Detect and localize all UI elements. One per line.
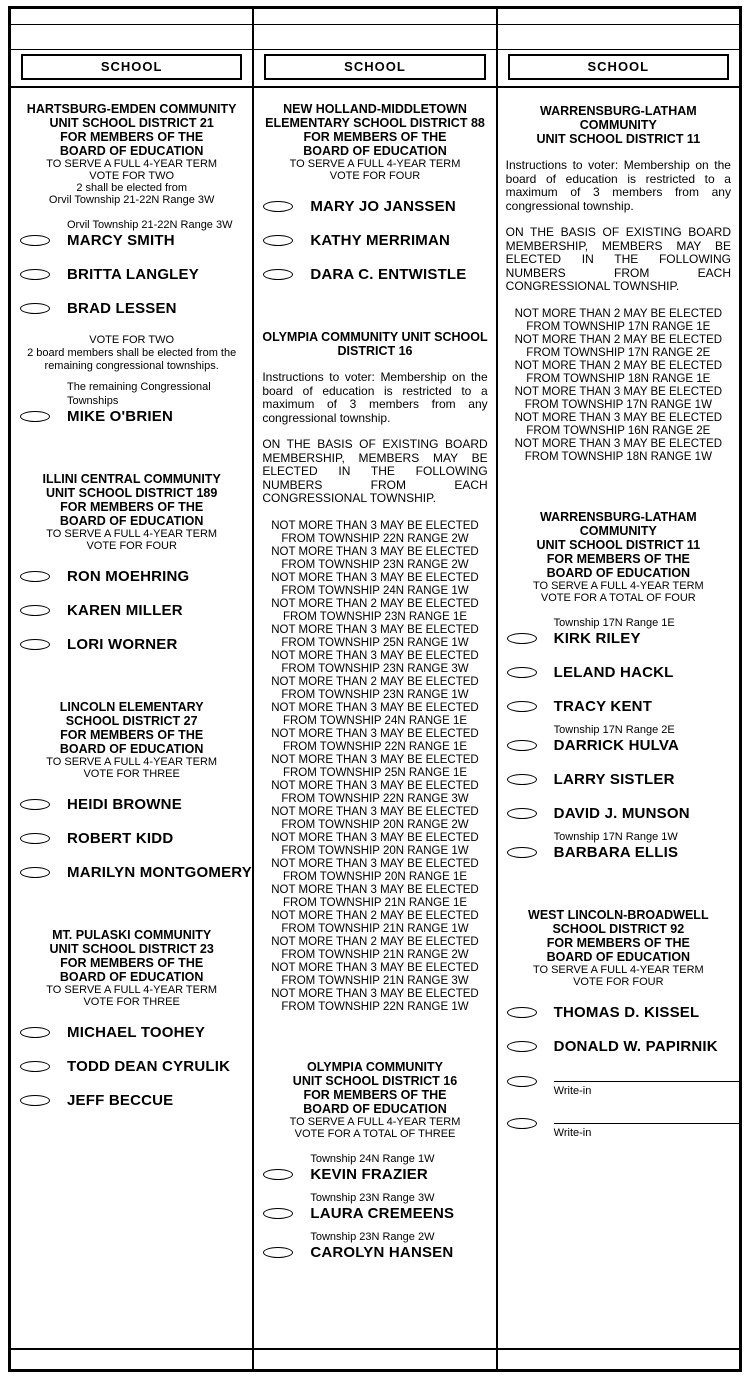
contest-title-line: ELEMENTARY SCHOOL DISTRICT 88 — [265, 116, 485, 130]
vote-oval[interactable] — [20, 867, 50, 878]
limit-township-line: FROM TOWNSHIP 24N RANGE 1W — [281, 584, 469, 597]
limit-township-line: FROM TOWNSHIP 20N RANGE 1W — [281, 844, 469, 857]
vote-oval[interactable] — [507, 1041, 537, 1052]
candidate-row — [498, 1004, 739, 1022]
candidate-name: BRITTA LANGLEY — [67, 266, 199, 283]
candidate-name: DONALD W. PAPIRNIK — [553, 1037, 718, 1055]
contest-header — [11, 928, 252, 1008]
limit-count-line: NOT MORE THAN 2 MAY BE ELECTED — [271, 909, 479, 922]
top-row-2-cell-2 — [252, 25, 495, 49]
candidate-township-label: The remaining Congressional Townships — [67, 381, 211, 407]
contest-title-line: SCHOOL DISTRICT 27 — [65, 714, 198, 728]
candidate-text — [67, 1024, 205, 1042]
contest-rule-line: VOTE FOR FOUR — [573, 975, 664, 988]
vote-oval[interactable] — [20, 235, 50, 246]
candidate-name: TRACY KENT — [553, 697, 653, 715]
school-section-title-2: SCHOOL — [264, 54, 485, 80]
limit-count-line: NOT MORE THAN 2 MAY BE ELECTED — [514, 307, 723, 320]
candidate-text — [554, 723, 679, 755]
contest-header — [254, 102, 495, 182]
limit-count-line: NOT MORE THAN 3 MAY BE ELECTED — [271, 649, 479, 662]
contest-rule-line: VOTE FOR FOUR — [329, 170, 421, 182]
candidate-text — [67, 864, 252, 882]
candidate-township-label: Township 17N Range 1E — [553, 616, 675, 629]
contest-title-line: BOARD OF EDUCATION — [59, 970, 204, 984]
contest-rule-line: TO SERVE A FULL 4-YEAR TERM — [46, 158, 218, 170]
instructions-title-line: OLYMPIA COMMUNITY UNIT SCHOOL — [262, 330, 488, 344]
vote-note-line: VOTE FOR TWO — [89, 334, 175, 346]
contest-title-line: MT. PULASKI COMMUNITY — [52, 928, 212, 942]
instructions-title-line: UNIT SCHOOL DISTRICT 11 — [536, 132, 701, 146]
top-row-2-cell-3 — [496, 25, 739, 49]
contest-rule-line: 2 shall be elected from — [76, 182, 187, 194]
limit-township-line: FROM TOWNSHIP 17N RANGE 1E — [526, 320, 711, 333]
top-row-1-cell-3 — [496, 9, 739, 24]
vote-oval[interactable] — [263, 201, 293, 212]
contest-title-line: FOR MEMBERS OF THE — [546, 935, 690, 950]
candidate-text — [554, 664, 674, 682]
limit-township-line: FROM TOWNSHIP 23N RANGE 3W — [281, 662, 469, 675]
candidate-row — [254, 232, 495, 250]
candidate-name: LARRY SISTLER — [553, 770, 675, 788]
contest-title-line: BOARD OF EDUCATION — [59, 742, 204, 756]
write-in-line[interactable] — [554, 1111, 739, 1124]
footer-cell-2 — [252, 1350, 495, 1369]
contest-rule-line: VOTE FOR TWO — [89, 170, 175, 182]
limit-count-line: NOT MORE THAN 3 MAY BE ELECTED — [271, 701, 479, 714]
vote-oval[interactable] — [20, 799, 50, 810]
top-row-2-cell-1 — [11, 25, 252, 49]
candidate-row — [254, 1152, 495, 1184]
vote-oval[interactable] — [507, 701, 537, 712]
school-section-title-3: SCHOOL — [508, 54, 729, 80]
limit-township-line: FROM TOWNSHIP 22N RANGE 3W — [281, 792, 469, 805]
instructions-block — [254, 330, 495, 506]
vote-oval[interactable] — [507, 808, 537, 819]
school-section-title-1: SCHOOL — [21, 54, 242, 80]
candidate-text — [554, 771, 675, 789]
contest-rule-line: TO SERVE A FULL 4-YEAR TERM — [46, 984, 218, 996]
candidate-name: TODD DEAN CYRULIK — [67, 1058, 231, 1075]
contest-title-line: UNIT SCHOOL DISTRICT 21 — [49, 116, 214, 130]
contest-title-line: BOARD OF EDUCATION — [303, 1101, 447, 1116]
vote-oval[interactable] — [507, 633, 537, 644]
vote-oval[interactable] — [507, 847, 537, 858]
limit-count-line: NOT MORE THAN 3 MAY BE ELECTED — [514, 437, 723, 450]
limit-township-line: FROM TOWNSHIP 21N RANGE 1E — [282, 896, 468, 909]
candidate-row — [498, 723, 739, 755]
vote-oval[interactable] — [20, 303, 50, 314]
instructions-paragraph: ON THE BASIS OF EXISTING BOARD MEMBERSHIP, MEMBERS MAY BE ELECTED IN THE FOLLOWING NUMBERS FROM EACH CONGRESSIONAL TOWNSHIP. — [262, 437, 488, 505]
candidate-row — [11, 1024, 252, 1042]
limit-count-line: NOT MORE THAN 3 MAY BE ELECTED — [514, 385, 723, 398]
vote-oval[interactable] — [507, 740, 537, 751]
candidate-row — [498, 805, 739, 823]
limit-count-line: NOT MORE THAN 2 MAY BE ELECTED — [271, 675, 479, 688]
candidate-name: LAURA CREMEENS — [310, 1204, 455, 1222]
candidate-row — [498, 698, 739, 716]
candidate-text — [67, 796, 182, 814]
candidate-text — [554, 805, 690, 823]
candidate-name: DARA C. ENTWISTLE — [310, 266, 467, 283]
candidate-row — [11, 266, 252, 284]
candidate-name: LORI WORNER — [67, 636, 178, 653]
candidate-text — [310, 266, 466, 284]
limit-count-line: NOT MORE THAN 3 MAY BE ELECTED — [271, 545, 479, 558]
candidate-text — [554, 1004, 700, 1022]
contest-rule-line: VOTE FOR A TOTAL OF FOUR — [540, 591, 696, 604]
candidate-township-label: Orvil Township 21-22N Range 3W — [67, 219, 233, 231]
candidate-row — [11, 568, 252, 586]
contest-title-line: FOR MEMBERS OF THE — [60, 956, 204, 970]
vote-oval[interactable] — [507, 1076, 537, 1087]
vote-oval[interactable] — [263, 1247, 293, 1258]
limit-township-line: FROM TOWNSHIP 17N RANGE 1W — [524, 398, 712, 411]
candidate-text — [67, 602, 183, 620]
limit-count-line: NOT MORE THAN 3 MAY BE ELECTED — [271, 727, 479, 740]
candidate-text — [310, 1191, 454, 1223]
limit-township-line: FROM TOWNSHIP 23N RANGE 1E — [282, 610, 468, 623]
candidate-row — [11, 218, 252, 250]
candidate-name: HEIDI BROWNE — [67, 796, 182, 813]
ballot-top-row-1 — [11, 9, 739, 25]
candidate-row — [254, 266, 495, 284]
contest-header — [11, 102, 252, 206]
contest-title-line: BOARD OF EDUCATION — [59, 514, 204, 528]
vote-oval[interactable] — [20, 1061, 50, 1072]
contest-rule-line: TO SERVE A FULL 4-YEAR TERM — [46, 756, 218, 768]
vote-oval[interactable] — [507, 1007, 537, 1018]
vote-oval[interactable] — [20, 269, 50, 280]
limit-township-line: FROM TOWNSHIP 18N RANGE 1W — [524, 450, 712, 463]
candidate-text — [67, 568, 189, 586]
limit-count-line: NOT MORE THAN 2 MAY BE ELECTED — [271, 597, 479, 610]
candidate-text — [67, 1092, 173, 1110]
candidate-name: DARRICK HULVA — [553, 736, 680, 754]
footer-cell-1 — [11, 1350, 252, 1369]
candidate-name: MICHAEL TOOHEY — [67, 1024, 206, 1041]
candidate-text — [310, 232, 450, 250]
candidate-township-label: Township 23N Range 3W — [310, 1191, 435, 1204]
election-limits-list — [254, 520, 495, 1014]
vote-oval[interactable] — [20, 571, 50, 582]
vote-oval[interactable] — [20, 605, 50, 616]
limit-township-line: FROM TOWNSHIP 25N RANGE 1W — [281, 636, 469, 649]
contest-header — [11, 700, 252, 780]
limit-count-line: NOT MORE THAN 3 MAY BE ELECTED — [271, 753, 479, 766]
contest-header — [11, 472, 252, 552]
candidate-name: KEVIN FRAZIER — [310, 1165, 428, 1183]
contest-title-line: FOR MEMBERS OF THE — [303, 130, 447, 144]
contest-title-line: UNIT SCHOOL DISTRICT 16 — [292, 1073, 458, 1088]
instructions-title-line: WARRENSBURG-LATHAM COMMUNITY — [539, 104, 697, 132]
limit-count-line: NOT MORE THAN 3 MAY BE ELECTED — [271, 779, 479, 792]
ballot-column-3 — [496, 88, 739, 1348]
vote-oval[interactable] — [20, 833, 50, 844]
school-header-cell-1 — [11, 50, 252, 86]
top-row-1-cell-1 — [11, 9, 252, 24]
ballot-column-2 — [252, 88, 495, 1348]
contest-rule-line: VOTE FOR THREE — [83, 996, 180, 1008]
contest-title-line: FOR MEMBERS OF THE — [546, 551, 690, 566]
vote-oval[interactable] — [263, 269, 293, 280]
candidate-row — [254, 1230, 495, 1262]
candidate-name: KAREN MILLER — [67, 602, 183, 619]
contest-title-line: UNIT SCHOOL DISTRICT 23 — [49, 942, 214, 956]
school-header-cell-2 — [252, 50, 495, 86]
candidate-row — [498, 1038, 739, 1056]
candidate-name: THOMAS D. KISSEL — [553, 1003, 700, 1021]
limit-count-line: NOT MORE THAN 3 MAY BE ELECTED — [271, 571, 479, 584]
candidate-name: MIKE O'BRIEN — [67, 408, 173, 425]
contest-rule-line: TO SERVE A FULL 4-YEAR TERM — [532, 579, 704, 592]
contest-rule-line: TO SERVE A FULL 4-YEAR TERM — [532, 963, 704, 976]
instructions-paragraph: Instructions to voter: Membership on the board of education is restricted to a maximum of 3 members from any congressional township. — [262, 370, 488, 425]
contest-rule-line: VOTE FOR FOUR — [86, 540, 177, 552]
vote-oval[interactable] — [20, 1095, 50, 1106]
limit-count-line: NOT MORE THAN 3 MAY BE ELECTED — [271, 961, 479, 974]
limit-township-line: FROM TOWNSHIP 20N RANGE 1E — [282, 870, 468, 883]
candidate-township-label: Township 23N Range 2W — [310, 1230, 435, 1243]
write-in-line[interactable] — [554, 1069, 739, 1082]
limit-township-line: FROM TOWNSHIP 20N RANGE 2W — [281, 818, 469, 831]
candidate-text — [554, 1038, 718, 1056]
vote-oval[interactable] — [507, 774, 537, 785]
candidate-row — [498, 664, 739, 682]
candidate-name: BARBARA ELLIS — [553, 843, 679, 861]
candidate-row — [498, 771, 739, 789]
candidate-text — [554, 616, 675, 648]
limit-township-line: FROM TOWNSHIP 17N RANGE 2E — [526, 346, 711, 359]
candidate-row — [11, 300, 252, 318]
candidate-name: JEFF BECCUE — [67, 1092, 174, 1109]
contest-rule-line: VOTE FOR THREE — [83, 768, 180, 780]
write-in-body — [554, 1111, 739, 1140]
election-limits-list — [498, 308, 739, 464]
candidate-township-label: Township 17N Range 1W — [553, 830, 678, 843]
contest-rule-line: Orvil Township 21-22N Range 3W — [48, 194, 215, 206]
limit-count-line: NOT MORE THAN 3 MAY BE ELECTED — [271, 857, 479, 870]
limit-township-line: FROM TOWNSHIP 21N RANGE 3W — [281, 974, 469, 987]
write-in-body — [554, 1069, 739, 1098]
contest-title-line: WEST LINCOLN-BROADWELL — [528, 907, 709, 922]
instructions-block — [498, 104, 739, 294]
limit-count-line: NOT MORE THAN 3 MAY BE ELECTED — [271, 987, 479, 1000]
contest-title-line: HARTSBURG-EMDEN COMMUNITY — [26, 102, 237, 116]
candidate-name: BRAD LESSEN — [67, 300, 177, 317]
candidate-name: KATHY MERRIMAN — [310, 232, 451, 249]
contest-rule-line: TO SERVE A FULL 4-YEAR TERM — [289, 1115, 461, 1128]
contest-title-line: UNIT SCHOOL DISTRICT 11 — [536, 537, 701, 552]
limit-count-line: NOT MORE THAN 2 MAY BE ELECTED — [514, 359, 723, 372]
candidate-text — [67, 266, 199, 284]
candidate-name: MARY JO JANSSEN — [310, 198, 456, 215]
instructions-title-line: DISTRICT 16 — [337, 344, 413, 358]
contest-title-line: WARRENSBURG-LATHAM COMMUNITY — [539, 509, 697, 538]
limit-township-line: FROM TOWNSHIP 22N RANGE 2W — [281, 532, 469, 545]
candidate-name: DAVID J. MUNSON — [553, 804, 690, 822]
candidate-name: ROBERT KIDD — [67, 830, 174, 847]
candidate-row — [11, 602, 252, 620]
ballot-body — [11, 88, 739, 1348]
candidate-text — [67, 380, 252, 426]
candidate-text — [310, 198, 456, 216]
contest-title-line: FOR MEMBERS OF THE — [60, 500, 204, 514]
ballot-column-1 — [11, 88, 252, 1348]
candidate-row — [11, 1092, 252, 1110]
candidate-name: KIRK RILEY — [553, 629, 641, 647]
write-in-row — [498, 1069, 739, 1098]
vote-oval[interactable] — [20, 639, 50, 650]
contest-title-line: LINCOLN ELEMENTARY — [59, 700, 204, 714]
limit-township-line: FROM TOWNSHIP 24N RANGE 1E — [282, 714, 468, 727]
candidate-row — [11, 796, 252, 814]
limit-township-line: FROM TOWNSHIP 21N RANGE 2W — [281, 948, 469, 961]
limit-township-line: FROM TOWNSHIP 22N RANGE 1E — [282, 740, 468, 753]
candidate-name: MARILYN MONTGOMERY — [67, 864, 252, 881]
candidate-name: MARCY SMITH — [67, 232, 175, 249]
limit-township-line: FROM TOWNSHIP 23N RANGE 2W — [281, 558, 469, 571]
contest-title-line: SCHOOL DISTRICT 92 — [552, 921, 685, 936]
write-in-label: Write-in — [553, 1126, 592, 1139]
limit-township-line: FROM TOWNSHIP 18N RANGE 1E — [526, 372, 711, 385]
candidate-row — [254, 198, 495, 216]
vote-oval[interactable] — [507, 1118, 537, 1129]
write-in-label: Write-in — [553, 1084, 592, 1097]
contest-rule-line: VOTE FOR A TOTAL OF THREE — [294, 1127, 456, 1140]
contest-title-line: ILLINI CENTRAL COMMUNITY — [42, 472, 221, 486]
contest-title-line: BOARD OF EDUCATION — [59, 144, 204, 158]
contest-header — [254, 1060, 495, 1140]
contest-title-line: FOR MEMBERS OF THE — [60, 728, 204, 742]
candidate-township-label: Township 17N Range 2E — [553, 723, 675, 736]
limit-township-line: FROM TOWNSHIP 23N RANGE 1W — [281, 688, 469, 701]
candidate-text — [554, 698, 652, 716]
limit-count-line: NOT MORE THAN 2 MAY BE ELECTED — [271, 935, 479, 948]
candidate-text — [310, 1230, 453, 1262]
limit-count-line: NOT MORE THAN 3 MAY BE ELECTED — [271, 805, 479, 818]
candidate-name: RON MOEHRING — [67, 568, 190, 585]
limit-count-line: NOT MORE THAN 3 MAY BE ELECTED — [271, 519, 479, 532]
candidate-row — [11, 864, 252, 882]
ballot-top-row-2 — [11, 25, 739, 50]
candidate-name: CAROLYN HANSEN — [310, 1243, 454, 1261]
limit-count-line: NOT MORE THAN 2 MAY BE ELECTED — [514, 333, 723, 346]
ballot-footer-row — [11, 1348, 739, 1369]
candidate-text — [67, 1058, 230, 1076]
contest-title-line: OLYMPIA COMMUNITY — [307, 1059, 443, 1074]
vote-note-line: 2 board members shall be elected from the remaining congressional townships. — [27, 347, 237, 372]
instructions-paragraph: ON THE BASIS OF EXISTING BOARD MEMBERSHIP, MEMBERS MAY BE ELECTED IN THE FOLLOWING NUMBERS FROM EACH CONGRESSIONAL TOWNSHIP. — [505, 225, 731, 293]
candidate-name: LELAND HACKL — [553, 663, 674, 681]
candidate-text — [67, 636, 178, 654]
contest-header — [498, 908, 739, 988]
candidate-text — [67, 218, 232, 250]
vote-oval[interactable] — [263, 235, 293, 246]
candidate-row — [254, 1191, 495, 1223]
candidate-text — [310, 1152, 434, 1184]
candidate-row — [498, 616, 739, 648]
candidate-row — [11, 830, 252, 848]
contest-title-line: FOR MEMBERS OF THE — [303, 1087, 447, 1102]
contest-title-line: BOARD OF EDUCATION — [303, 144, 447, 158]
vote-oval[interactable] — [20, 1027, 50, 1038]
vote-note — [11, 334, 252, 373]
limit-township-line: FROM TOWNSHIP 25N RANGE 1E — [282, 766, 468, 779]
footer-cell-3 — [496, 1350, 739, 1369]
contest-title-line: BOARD OF EDUCATION — [546, 949, 691, 964]
contest-title-line: BOARD OF EDUCATION — [546, 565, 691, 580]
school-header-row — [11, 50, 739, 88]
candidate-row — [11, 380, 252, 426]
candidate-township-label: Township 24N Range 1W — [310, 1152, 435, 1165]
limit-township-line: FROM TOWNSHIP 16N RANGE 2E — [526, 424, 711, 437]
ballot — [8, 6, 742, 1372]
instructions-paragraph: Instructions to voter: Membership on the board of education is restricted to a maximum of 3 members from any congressional township. — [505, 158, 731, 213]
candidate-text — [67, 300, 177, 318]
top-row-1-cell-2 — [252, 9, 495, 24]
limit-count-line: NOT MORE THAN 3 MAY BE ELECTED — [271, 883, 479, 896]
limit-township-line: FROM TOWNSHIP 22N RANGE 1W — [281, 1000, 469, 1013]
limit-count-line: NOT MORE THAN 3 MAY BE ELECTED — [271, 623, 479, 636]
vote-oval[interactable] — [263, 1169, 293, 1180]
vote-oval[interactable] — [507, 667, 537, 678]
contest-header — [498, 510, 739, 604]
write-in-row — [498, 1111, 739, 1140]
contest-title-line: UNIT SCHOOL DISTRICT 189 — [46, 486, 218, 500]
candidate-row — [498, 830, 739, 862]
school-header-cell-3 — [496, 50, 739, 86]
limit-count-line: NOT MORE THAN 3 MAY BE ELECTED — [514, 411, 723, 424]
contest-title-line: NEW HOLLAND-MIDDLETOWN — [283, 102, 467, 116]
candidate-row — [11, 636, 252, 654]
contest-rule-line: TO SERVE A FULL 4-YEAR TERM — [46, 528, 218, 540]
vote-oval[interactable] — [20, 411, 50, 422]
candidate-text — [554, 830, 679, 862]
candidate-text — [67, 830, 173, 848]
contest-rule-line: TO SERVE A FULL 4-YEAR TERM — [289, 158, 461, 170]
contest-title-line: FOR MEMBERS OF THE — [60, 130, 204, 144]
vote-oval[interactable] — [263, 1208, 293, 1219]
candidate-row — [11, 1058, 252, 1076]
limit-count-line: NOT MORE THAN 3 MAY BE ELECTED — [271, 831, 479, 844]
limit-township-line: FROM TOWNSHIP 21N RANGE 1W — [281, 922, 469, 935]
